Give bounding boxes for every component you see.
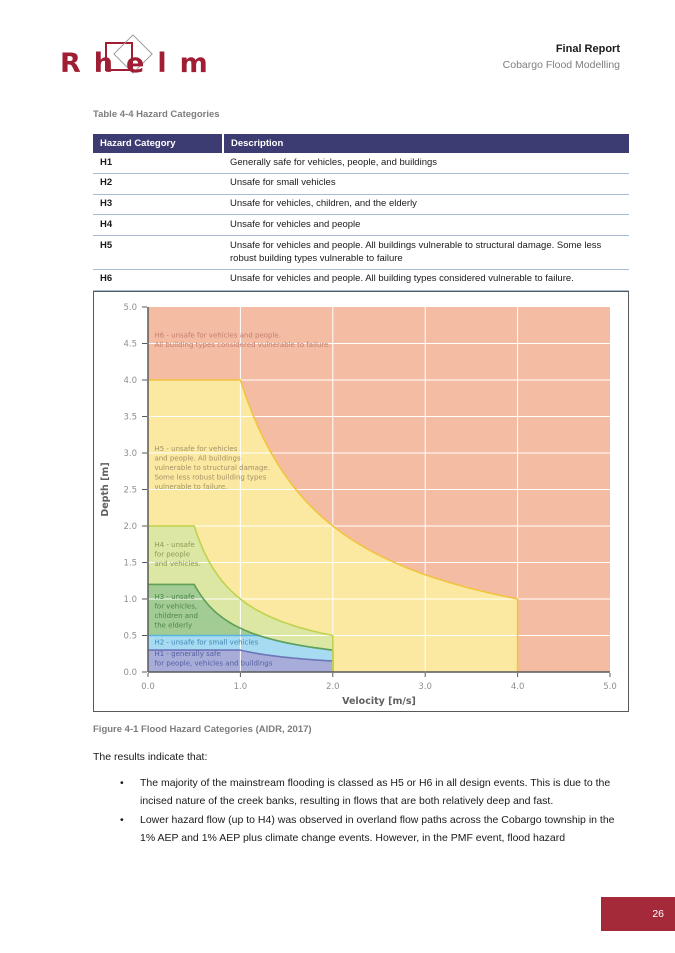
x-axis-title: Velocity [m/s] [342,696,416,707]
document-header [503,43,620,71]
hazard-category-cell: H1 [93,153,223,173]
zone-H5-label: vulnerable to failure. [154,482,228,491]
y-tick-label: 3.0 [123,449,137,459]
bullet-text: Lower hazard flow (up to H4) was observed in overland flow paths across the Cobargo township in the 1% AEP and 1% AEP plus climate change events. However, in the PMF event, flood hazard [140,814,615,844]
x-tick-label: 5.0 [603,682,617,692]
x-tick-label: 3.0 [418,682,432,692]
description-cell: Unsafe for vehicles and people [223,215,629,236]
description-cell: Unsafe for small vehicles [223,173,629,194]
hazard-category-cell: H2 [93,173,223,194]
table-row [93,173,629,194]
x-tick-label: 4.0 [510,682,525,692]
bullet-icon: • [120,814,124,826]
bullet-icon: • [120,777,124,789]
table-row [93,236,629,270]
y-tick-label: 0.5 [123,631,137,642]
flood-hazard-figure [93,291,629,712]
zone-H5-label: H5 - unsafe for vehicles [154,444,238,453]
zone-H3-label: H3 - unsafe [154,593,195,601]
zone-H5-label: and people. All buildings [154,454,241,463]
table-header-row [93,134,629,153]
page-number-badge [601,897,675,931]
zone-H1-label: for people, vehicles and buildings [154,659,273,668]
list-item [93,774,625,810]
column-header-description: Description [223,134,629,153]
y-tick-label: 4.0 [123,376,137,386]
description-cell: Generally safe for vehicles, people, and buildings [223,153,629,173]
y-tick-label: 0.0 [123,668,137,678]
y-tick-label: 2.5 [123,485,137,496]
y-tick-label: 3.5 [123,412,137,423]
hazard-category-cell: H3 [93,194,223,215]
zone-H4-label: and vehicles. [154,560,201,569]
zone-H3-label: the elderly [154,621,193,630]
x-tick-label: 0.0 [141,682,155,692]
table-row [93,215,629,236]
zone-H5-label: Some less robust building types [154,473,267,482]
y-tick-label: 1.5 [123,558,137,569]
y-tick-label: 4.5 [123,339,137,350]
results-section [93,748,625,848]
y-tick-label: 2.0 [123,522,137,532]
zone-H2-label: H2 - unsafe for small vehicles [154,638,259,647]
table-row [93,194,629,215]
y-axis-title: Depth [m] [100,462,111,517]
table-row [93,153,629,173]
hazard-categories-table [93,134,629,291]
y-tick-label: 5.0 [123,303,137,313]
x-tick-label: 1.0 [233,682,248,692]
zone-H6-label: H6 - unsafe for vehicles and people. [154,331,281,340]
zone-H4-label: H4 - unsafe [154,541,195,550]
x-tick-label: 2.0 [326,682,340,692]
description-cell: Unsafe for vehicles, children, and the elderly [223,194,629,215]
hazard-category-cell: H6 [93,269,223,290]
logo-text: Rhelm [60,48,221,79]
zone-H3-label: for vehicles, [154,602,198,611]
zone-H6-label: All building types considered vulnerable to failure. [154,341,331,350]
report-title: Final Report [555,43,620,55]
report-subtitle: Cobargo Flood Modelling [502,59,620,71]
hazard-category-cell: H5 [93,236,223,270]
list-item [93,811,625,847]
page-number: 26 [652,908,664,920]
column-header-hazard-category: Hazard Category [93,134,223,153]
results-intro: The results indicate that: [93,751,208,763]
table-caption: Table 4-4 Hazard Categories [93,109,220,120]
hazard-chart [94,292,628,711]
logo [0,0,260,100]
y-tick-label: 1.0 [123,595,137,605]
description-cell: Unsafe for vehicles and people. All building types considered vulnerable to failure. [223,269,629,290]
description-cell: Unsafe for vehicles and people. All buildings vulnerable to structural damage. Some less robust building types vulnerable to failure [223,236,629,270]
zone-H5-label: vulnerable to structural damage. [154,463,270,472]
zone-H4-label: for people [154,550,191,559]
table-row [93,269,629,290]
zone-H1-label: H1 - generally safe [154,649,221,658]
zone-H3-label: children and [154,612,198,620]
bullet-text: The majority of the mainstream flooding is classed as H5 or H6 in all design events. This is due to the incised nature of the creek banks, resulting in flows that are both relatively deep and fast. [140,777,611,807]
figure-caption: Figure 4-1 Flood Hazard Categories (AIDR, 2017) [93,724,312,735]
hazard-category-cell: H4 [93,215,223,236]
